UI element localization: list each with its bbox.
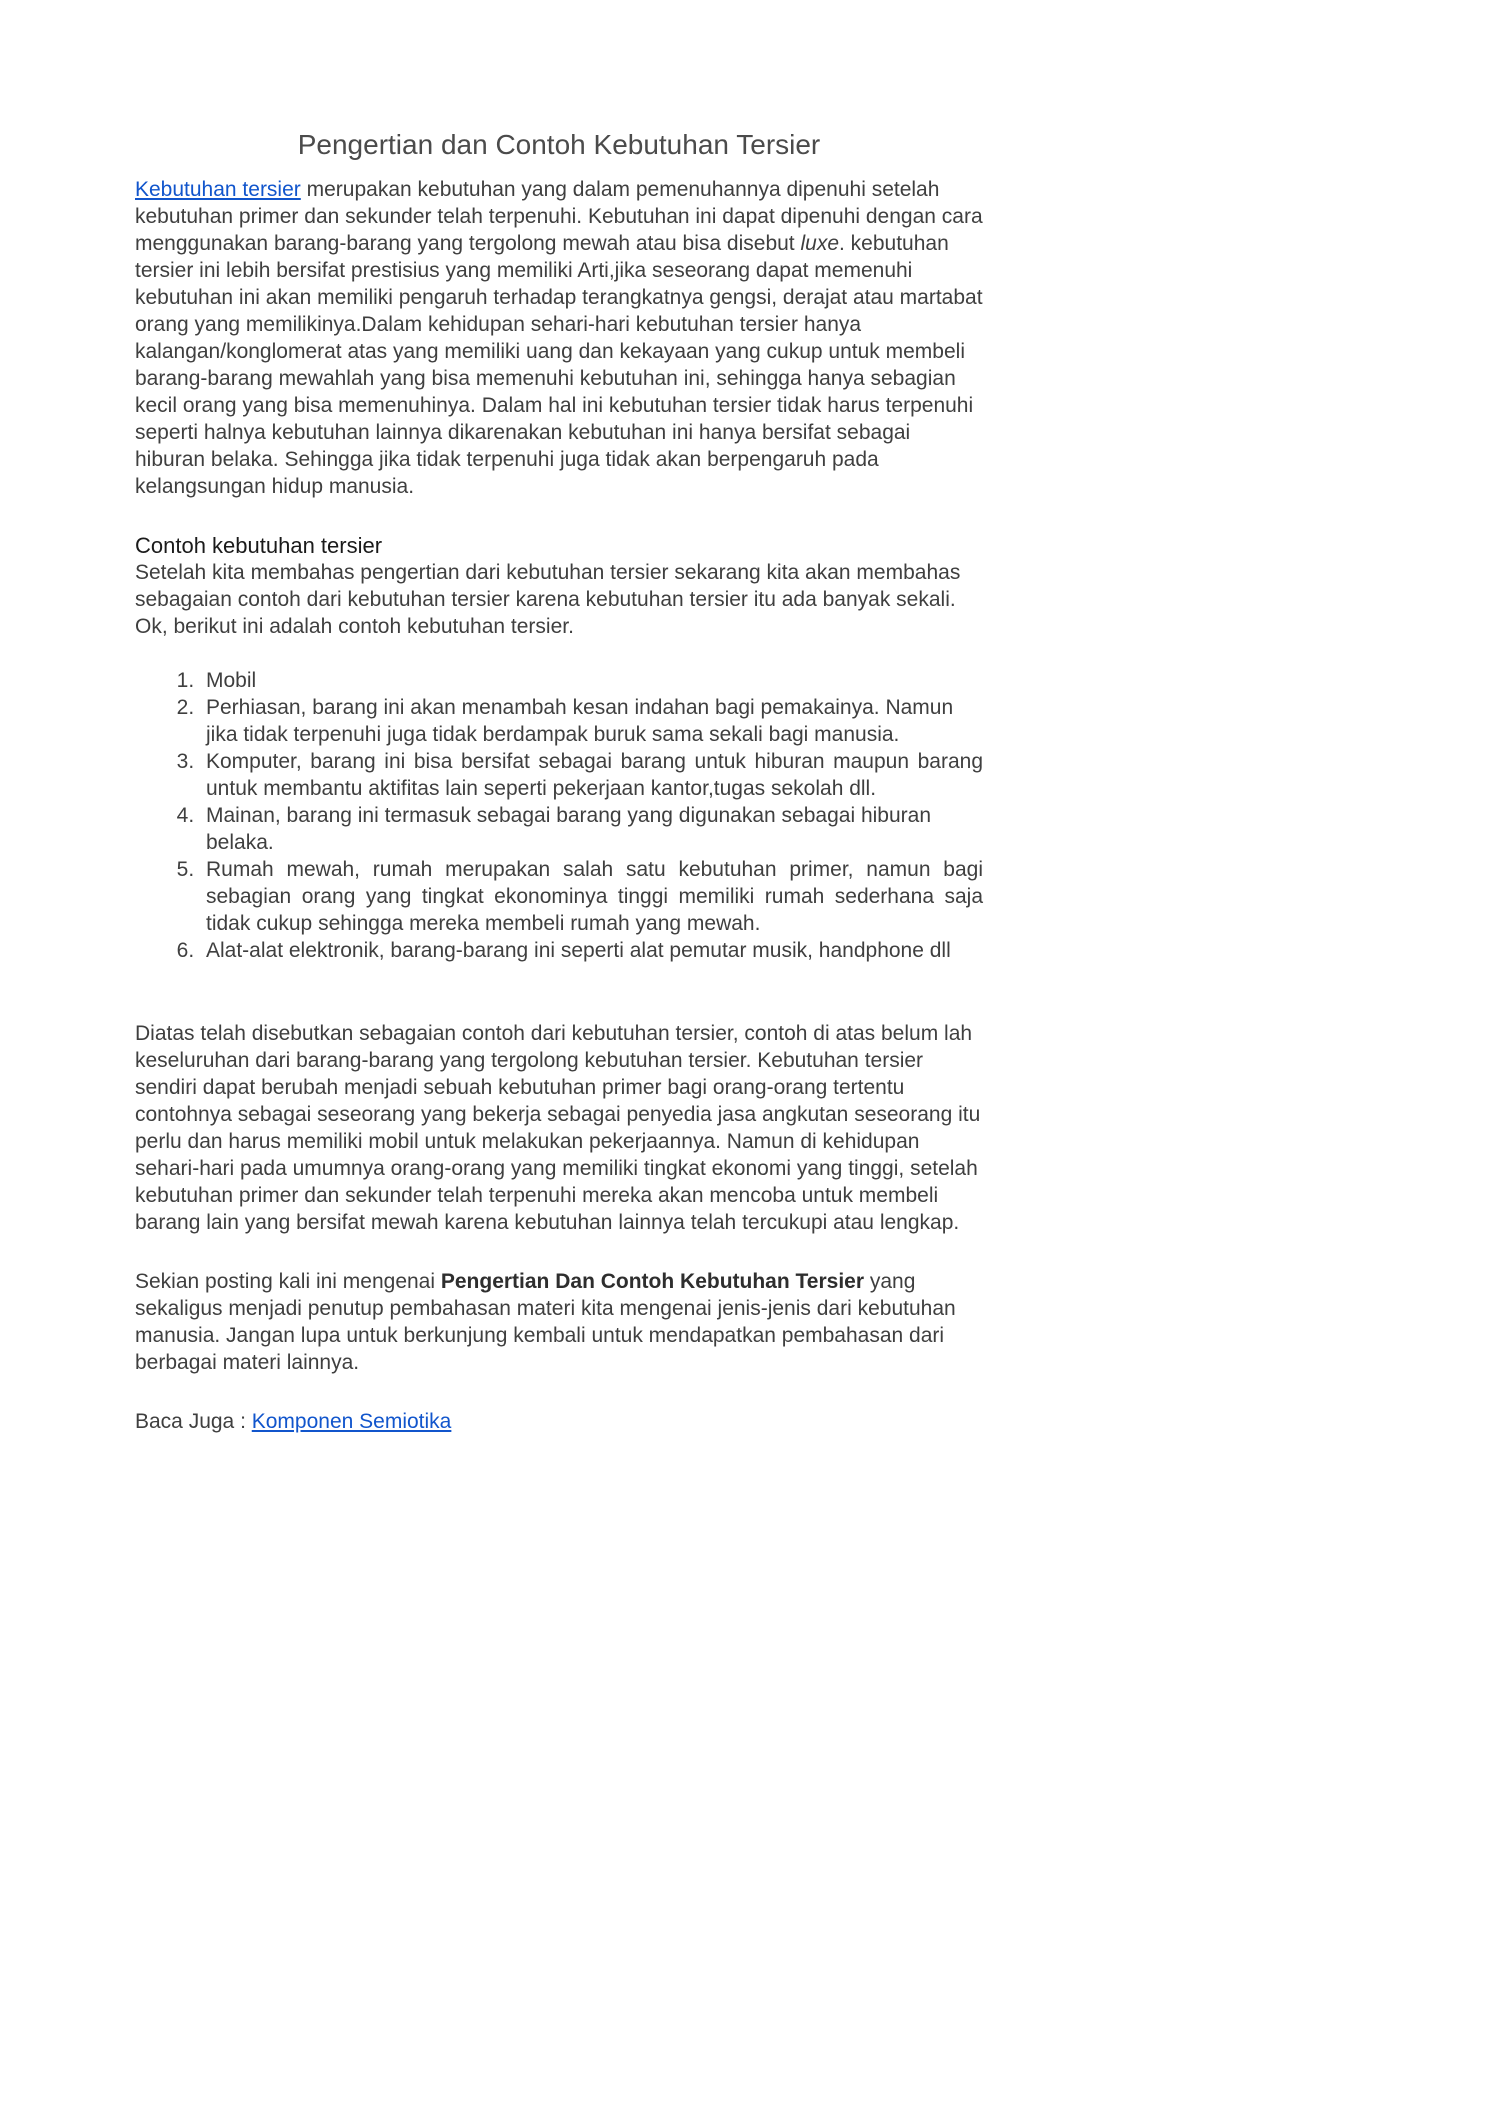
list-item: 6. Alat-alat elektronik, barang-barang ini seperti alat pemutar musik, handphone dll bbox=[200, 937, 983, 964]
text-run: . kebutuhan tersier ini lebih bersifat prestisius yang memiliki Arti,jika seseorang dapat memenuhi kebutuhan ini akan memiliki pengaruh terhadap terangkatnya gengsi, derajat atau martabat orang yang memilikinya.Dalam kehidupan sehari-hari kebutuhan tersier hanya kalangan/konglomerat atas yang memiliki uang dan kekayaan yang cukup untuk membeli barang-barang mewahlah yang bisa memenuhi kebutuhan ini, sehingga hanya sebagian kecil orang yang bisa memenuhinya. Dalam hal ini kebutuhan tersier tidak harus terpenuhi seperti halnya kebutuhan lainnya dikarenakan kebutuhan ini hanya bersifat sebagai hiburan belaka. Sehingga jika tidak terpenuhi juga tidak akan berpengaruh pada kelangsungan hidup manusia. bbox=[135, 232, 983, 498]
page-title: Pengertian dan Contoh Kebutuhan Tersier bbox=[297, 129, 821, 160]
komponen-semiotika-link[interactable]: Komponen Semiotika bbox=[251, 1410, 452, 1433]
closing-paragraph-2 bbox=[135, 1268, 983, 1376]
text-run: merupakan kebutuhan yang dalam pemenuhannya dipenuhi setelah kebutuhan primer dan sekunder telah terpenuhi. Kebutuhan ini dapat dipenuhi dengan cara menggunakan barang-barang yang tergolong mewah atau bisa disebut bbox=[135, 178, 983, 255]
intro-paragraph bbox=[135, 176, 983, 500]
section-intro-paragraph: Setelah kita membahas pengertian dari kebutuhan tersier sekarang kita akan membahas sebagaian contoh dari kebutuhan tersier karena kebutuhan tersier itu ada banyak sekali. Ok, berikut ini adalah contoh kebutuhan tersier. bbox=[135, 561, 961, 638]
document-content bbox=[135, 128, 983, 1435]
text-run: luxe bbox=[800, 232, 839, 255]
list-item: 1. Mobil bbox=[200, 667, 983, 694]
list-item: 5. Rumah mewah, rumah merupakan salah satu kebutuhan primer, namun bagi sebagian orang yang tingkat ekonominya tinggi memiliki rumah sederhana saja tidak cukup sehingga mereka membeli rumah yang mewah. bbox=[200, 856, 983, 937]
baca-juga-line bbox=[135, 1408, 983, 1435]
document-page bbox=[0, 0, 990, 1435]
closing-paragraph-1: Diatas telah disebutkan sebagaian contoh dari kebutuhan tersier, contoh di atas belum lah keseluruhan dari barang-barang yang tergolong kebutuhan tersier. Kebutuhan tersier sendiri dapat berubah menjadi sebuah kebutuhan primer bagi orang-orang tertentu contohnya sebagai seseorang yang bekerja sebagai penyedia jasa angkutan seseorang itu perlu dan harus memiliki mobil untuk melakukan pekerjaannya. Namun di kehidupan sehari-hari pada umumnya orang-orang yang memiliki tingkat ekonomi yang tinggi, setelah kebutuhan primer dan sekunder telah terpenuhi mereka akan mencoba untuk membeli barang lain yang bersifat mewah karena kebutuhan lainnya telah tercukupi atau lengkap. bbox=[135, 1022, 981, 1234]
list-item: 3. Komputer, barang ini bisa bersifat sebagai barang untuk hiburan maupun barang untuk membantu aktifitas lain seperti pekerjaan kantor,tugas sekolah dll. bbox=[200, 748, 983, 802]
text-run: yang sekaligus menjadi penutup pembahasan materi kita mengenai jenis-jenis dari kebutuhan manusia. Jangan lupa untuk berkunjung kembali untuk mendapatkan pembahasan dari berbagai materi lainnya. bbox=[135, 1270, 956, 1374]
list-item: 4. Mainan, barang ini termasuk sebagai barang yang digunakan sebagai hiburan belaka. bbox=[200, 802, 983, 856]
text-run: Baca Juga : bbox=[135, 1410, 252, 1433]
text-run: Pengertian Dan Contoh Kebutuhan Tersier bbox=[440, 1270, 865, 1293]
section-heading: Contoh kebutuhan tersier bbox=[135, 533, 383, 558]
list-item: 2. Perhiasan, barang ini akan menambah kesan indahan bagi pemakainya. Namun jika tidak terpenuhi juga tidak berdampak buruk sama sekali bagi manusia. bbox=[200, 694, 983, 748]
kebutuhan-tersier-link[interactable]: Kebutuhan tersier bbox=[135, 178, 301, 201]
tertiary-examples-list bbox=[135, 667, 983, 964]
text-run: Sekian posting kali ini mengenai bbox=[135, 1270, 441, 1293]
